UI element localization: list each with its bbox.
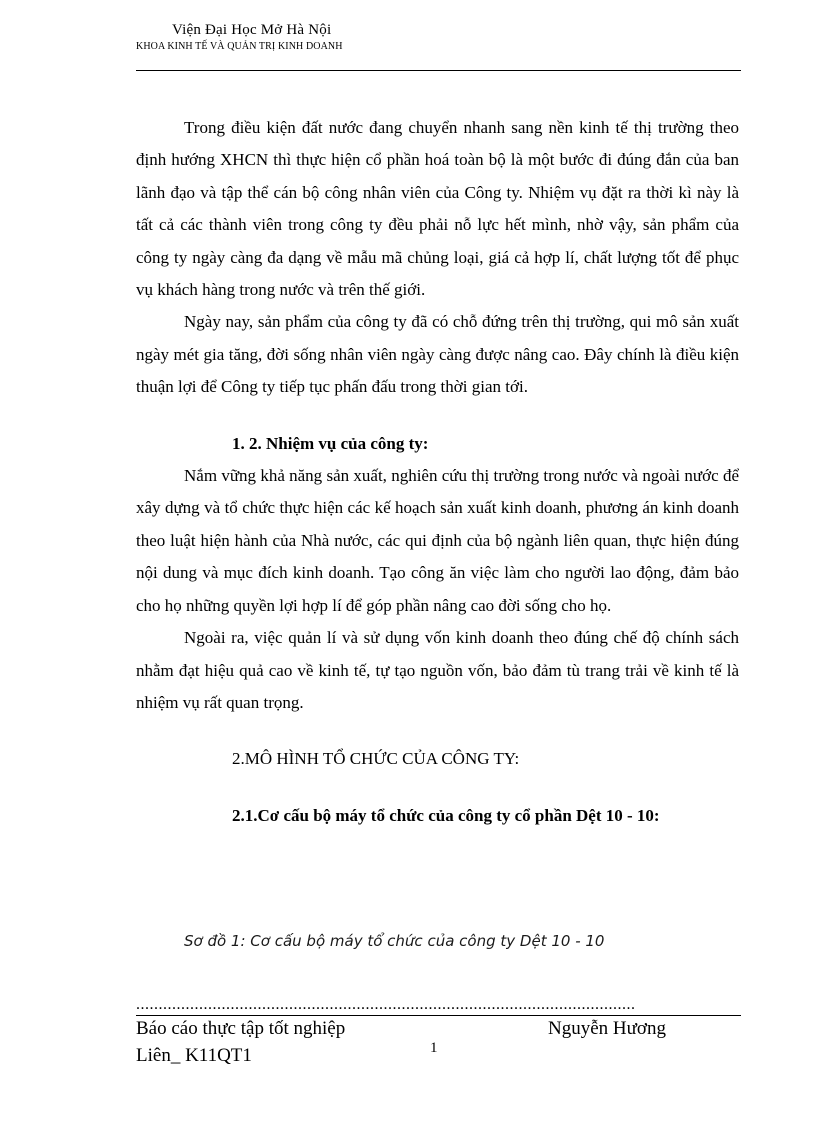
header-faculty: KHOA KINH TẾ VÀ QUẢN TRỊ KINH DOANH bbox=[136, 41, 343, 52]
page-number: 1 bbox=[430, 1040, 438, 1056]
spacer bbox=[136, 404, 739, 428]
paragraph-4: Ngoài ra, việc quản lí và sử dụng vốn kinh doanh theo đúng chế độ chính sách nhằm đạt hiệu quả cao về kinh tế, tự tạo nguồn vốn, bảo đảm tù trang trải về kinh tế là nhiệm vụ rất quan trọng. bbox=[136, 628, 739, 712]
footer-report-title: Báo cáo thực tập tốt nghiệp bbox=[136, 1018, 346, 1039]
section-heading-1-2: 1. 2. Nhiệm vụ của công ty: bbox=[232, 433, 429, 453]
footer-dotted-line: ............................................................................................................... bbox=[136, 996, 636, 1013]
section-heading-2: 2.MÔ HÌNH TỔ CHỨC CỦA CÔNG TY: bbox=[232, 749, 520, 769]
spacer bbox=[136, 719, 739, 743]
document-body bbox=[136, 112, 739, 832]
section-heading-2-1: 2.1.Cơ cấu bộ máy tổ chức của công ty cổ phần Dệt 10 - 10: bbox=[232, 805, 660, 825]
header-divider bbox=[136, 70, 741, 71]
paragraph-1: Trong điều kiện đất nước đang chuyển nhanh sang nền kinh tế thị trường theo định hướng XHCN thì thực hiện cổ phần hoá toàn bộ là một bước đi đúng đắn của ban lãnh đạo và tập thể cán bộ công nhân viên của Công ty. Nhiệm vụ đặt ra thời kì này là tất cả các thành viên trong công ty đều phải nỗ lực hết mình, nhờ vậy, sản phẩm của công ty ngày càng đa dạng về mẫu mã chủng loại, giá cả hợp lí, chất lượng tốt để phục vụ khách hàng trong nước và trên thế giới. bbox=[136, 118, 739, 300]
footer-divider bbox=[136, 1015, 741, 1016]
footer-author-continued: Liên_ K11QT1 bbox=[136, 1045, 252, 1066]
header-institution: Viện Đại Học Mở Hà Nội bbox=[172, 22, 332, 38]
diagram-caption: Sơ đồ 1: Cơ cấu bộ máy tổ chức của công ty Dệt 10 - 10 bbox=[184, 932, 605, 950]
paragraph-3: Nắm vững khả năng sản xuất, nghiên cứu thị trường trong nước và ngoài nước để xây dựng và tổ chức thực hiện các kế hoạch sản xuất kinh doanh, phương án kinh doanh theo luật hiện hành của Nhà nước, các qui định của bộ ngành liên quan, thực hiện đúng nội dung và mục đích kinh doanh. Tạo công ăn việc làm cho người lao động, đảm bảo cho họ những quyền lợi hợp lí để góp phần nâng cao đời sống cho họ. bbox=[136, 466, 739, 615]
footer-author: Nguyễn Hương bbox=[548, 1018, 666, 1039]
paragraph-2: Ngày nay, sản phẩm của công ty đã có chỗ đứng trên thị trường, qui mô sản xuất ngày mét gia tăng, đời sống nhân viên ngày càng được nâng cao. Đây chính là điều kiện thuận lợi để Công ty tiếp tục phấn đấu trong thời gian tới. bbox=[136, 312, 739, 397]
spacer bbox=[136, 776, 739, 800]
